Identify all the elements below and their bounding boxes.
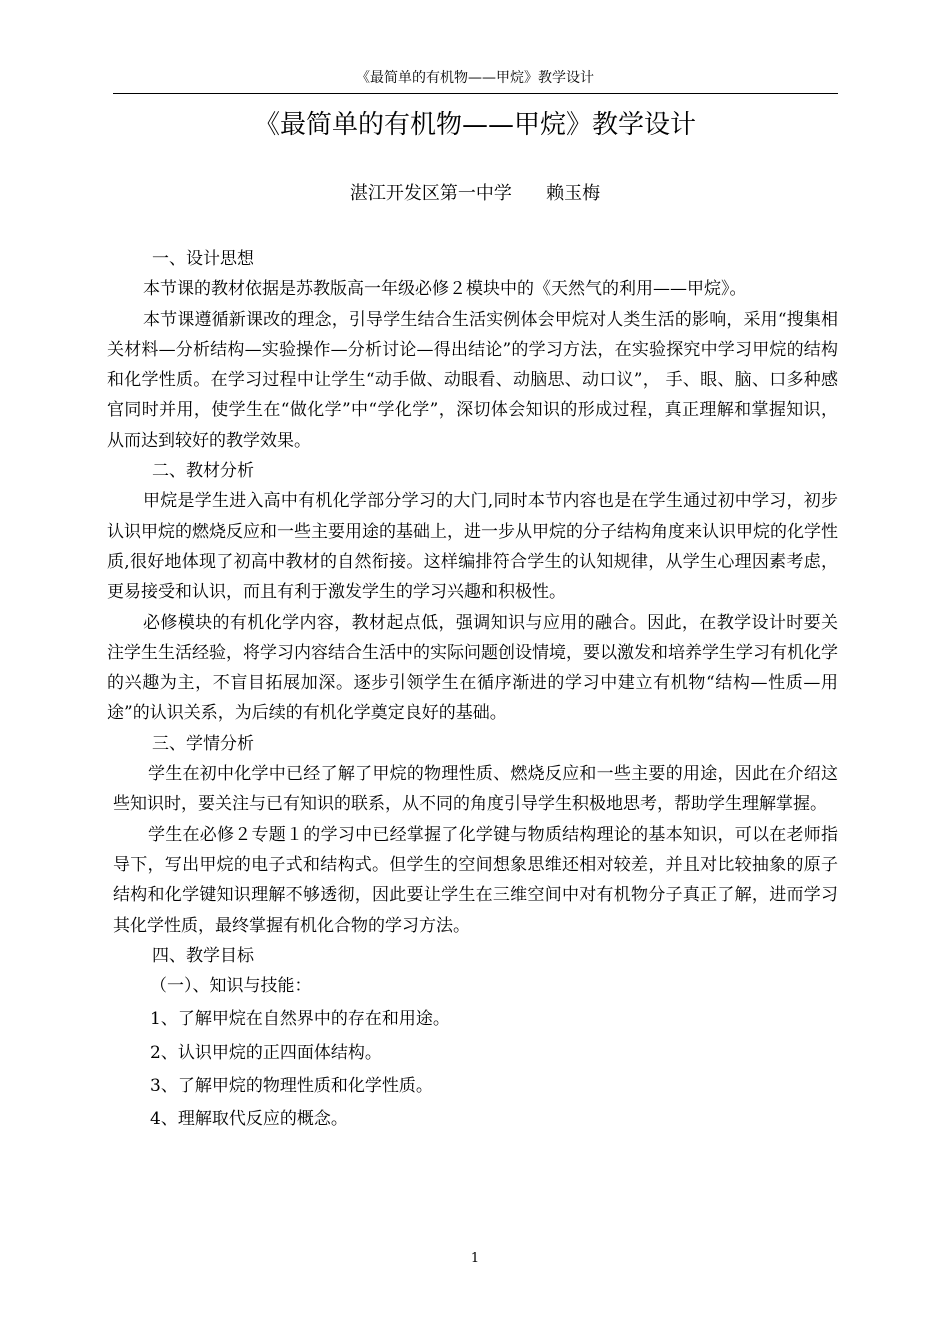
section-heading-teaching-goals: 四、教学目标 (152, 945, 254, 966)
paragraph-student-analysis-1: 学生在初中化学中已经了解了甲烷的物理性质、燃烧反应和一些主要的用途，因此在介绍这些知识时，要关注与已有知识的联系，从不同的角度引导学生积极地思考，帮助学生理解掌握。 (113, 764, 838, 815)
header-rule (113, 93, 838, 94)
paragraph-textbook-analysis-1: 甲烷是学生进入高中有机化学部分学习的大门,同时本节内容也是在学生通过初中学习，初步认识甲烷的燃烧反应和一些主要用途的基础上，进一步从甲烷的分子结构角度来认识甲烷的化学性质,很好地体现了初高中教材的自然衔接。这样编排符合学生的认知规律，从学生心理因素考虑，更易接受和认识，而且有利于激发学生的学习兴趣和积极性。 (107, 491, 838, 603)
list-item: 4、理解取代反应的概念。 (150, 1109, 348, 1130)
list-item: 2、认识甲烷的正四面体结构。 (150, 1042, 382, 1063)
paragraph-design-idea-1: 本节课的教材依据是苏教版高一年级必修２模块中的《天然气的利用——甲烷》。 (143, 279, 747, 300)
list-item: 3、了解甲烷的物理性质和化学性质。 (150, 1076, 433, 1097)
document-body (0, 244, 950, 1135)
document-title: 《最简单的有机物——甲烷》教学设计 (253, 110, 696, 140)
list-item: 1、了解甲烷在自然界中的存在和用途。 (150, 1009, 450, 1030)
section-heading-student-analysis: 三、学情分析 (152, 733, 254, 754)
paragraph-textbook-analysis-2: 必修模块的有机化学内容，教材起点低，强调知识与应用的融合。因此，在教学设计时要关注学生生活经验，将学习内容结合生活中的实际问题创设情境，要以激发和培养学生学习有机化学的兴趣为主，不盲目拓展加深。逐步引领学生在循序渐进的学习中建立有机物“结构—性质—用途”的认识关系，为后续的有机化学奠定良好的基础。 (107, 612, 838, 724)
page-number: 1 (470, 1251, 480, 1266)
running-header: 《最简单的有机物——甲烷》教学设计 (356, 70, 594, 86)
section-heading-design-idea: 一、设计思想 (152, 249, 254, 269)
section-heading-textbook-analysis: 二、教材分析 (152, 461, 254, 482)
author-line: 湛江开发区第一中学 赖玉梅 (349, 183, 601, 204)
paragraph-student-analysis-2: 学生在必修２专题１的学习中已经掌握了化学键与物质结构理论的基本知识，可以在老师指导下，写出甲烷的电子式和结构式。但学生的空间想象思维还相对较差，并且对比较抽象的原子结构和化学键知识理解不够透彻，因此要让学生在三维空间中对有机物分子真正了解，进而学习其化学性质，最终掌握有机化合物的学习方法。 (113, 824, 838, 936)
sub-heading-knowledge-skills: （一）、知识与技能： (150, 976, 312, 997)
paragraph-design-idea-2: 本节课遵循新课改的理念，引导学生结合生活实例体会甲烷对人类生活的影响，采用“搜集相关材料—分析结构—实验操作—分析讨论—得出结论”的学习方法，在实验探究中学习甲烷的结构和化学性质。在学习过程中让学生“动手做、动眼看、动脑思、动口议”， 手、眼、脑、口多种感官同时并用，使学生在“做化学”中“学化学”，深切体会知识的形成过程，真正理解和掌握知识，从而达到较好的教学效果。 (107, 309, 838, 451)
